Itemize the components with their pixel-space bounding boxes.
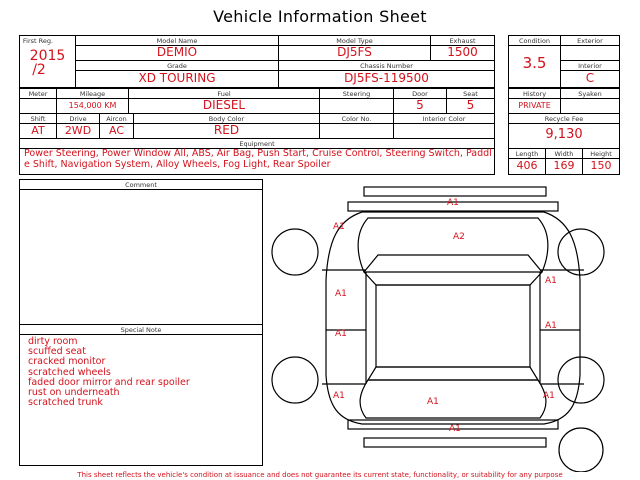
height-value: 150: [590, 159, 612, 172]
mileage-value: 154,000 KM: [68, 101, 117, 110]
width-value: 169: [553, 159, 575, 172]
list-item: dirty room: [28, 336, 78, 347]
exhaust-label: Exhaust: [449, 37, 476, 45]
equipment-label: Equipment: [239, 140, 275, 148]
comment-label: Comment: [125, 181, 157, 189]
list-item: scratched wheels: [28, 366, 111, 378]
interior-label: Interior: [578, 62, 602, 70]
model-type-value: DJ5FS: [337, 45, 372, 59]
first-reg-year: 2015: [29, 48, 66, 64]
drive-label: Drive: [69, 115, 87, 123]
list-item: rust on underneath: [28, 387, 120, 399]
syaken-label: Syaken: [578, 90, 602, 98]
width-label: Width: [554, 150, 574, 158]
length-label: Length: [515, 150, 539, 158]
equipment-value: Power Steering, Power Window All, ABS, Air Bag, Push Start, Cruise Control, Steering Switch, Paddle Shift, Navigation System, Alloy Wheels, Fog Light, Rear Spoiler: [24, 148, 492, 170]
exhaust-value: 1500: [447, 45, 478, 59]
door-value: 5: [416, 98, 424, 112]
recycle-fee-value: 9,130: [545, 127, 583, 142]
condition-value: 3.5: [522, 54, 547, 72]
exterior-label: Exterior: [577, 37, 603, 45]
history-label: History: [522, 90, 547, 98]
shift-value: AT: [31, 124, 45, 137]
fuel-value: DIESEL: [202, 98, 246, 112]
model-type-label: Model Type: [336, 37, 373, 45]
list-item: cracked monitor: [28, 356, 106, 368]
aircon-label: Aircon: [106, 115, 127, 123]
door-label: Door: [412, 90, 428, 98]
body-color-label: Body Color: [208, 115, 245, 123]
recycle-fee-label: Recycle Fee: [544, 115, 584, 123]
chassis-label: Chassis Number: [360, 62, 413, 70]
list-item: faded door mirror and rear spoiler: [28, 376, 190, 388]
aircon-value: AC: [108, 124, 124, 137]
interior-color-label: Interior Color: [422, 115, 466, 123]
body-color-value: RED: [213, 123, 240, 137]
length-value: 406: [516, 159, 538, 172]
mark-right-rear-quarter: A1: [543, 391, 555, 401]
mark-front-left-fender: A1: [333, 222, 345, 232]
list-item: scratched trunk: [28, 397, 103, 409]
mark-front-right-fender: A1: [545, 276, 557, 286]
shift-label: Shift: [30, 115, 46, 123]
mark-left-rear-quarter: A1: [333, 391, 345, 401]
disclaimer-footer: This sheet reflects the vehicle's condition at issuance and does not guarantee its current state, functionality, or suitability for any purpose: [77, 471, 563, 479]
model-name-value: DEMIO: [156, 45, 198, 59]
special-note-list: [28, 337, 190, 408]
mark-trunk: A1: [427, 397, 439, 407]
height-label: Height: [590, 150, 612, 158]
color-no-label: Color No.: [341, 115, 372, 123]
grade-label: Grade: [167, 62, 187, 70]
grade-value: XD TOURING: [138, 71, 216, 85]
sheet-title: Vehicle Information Sheet: [213, 7, 427, 26]
mark-front-bumper: A1: [447, 198, 459, 208]
special-note-label: Special Note: [120, 326, 162, 334]
first-reg-label: First Reg.: [22, 37, 54, 45]
drive-value: 2WD: [64, 124, 92, 137]
mark-hood: A2: [453, 232, 465, 242]
mileage-label: Mileage: [79, 90, 106, 98]
history-value: PRIVATE: [518, 101, 551, 110]
interior-value: C: [585, 71, 595, 85]
condition-label: Condition: [518, 37, 551, 45]
fuel-label: Fuel: [217, 90, 231, 98]
first-reg-month: /2: [32, 62, 46, 78]
mark-right-front-door: A1: [545, 321, 557, 331]
mark-rear-bumper: A1: [449, 424, 461, 434]
mark-left-front-door: A1: [335, 289, 347, 299]
steering-label: Steering: [342, 90, 371, 98]
meter-label: Meter: [28, 90, 48, 98]
mark-left-rear-door: A1: [335, 329, 347, 339]
seat-label: Seat: [463, 90, 478, 98]
model-name-label: Model Name: [156, 37, 198, 45]
list-item: scuffed seat: [28, 346, 86, 358]
chassis-value: DJ5FS-119500: [344, 71, 429, 85]
seat-value: 5: [466, 98, 475, 112]
